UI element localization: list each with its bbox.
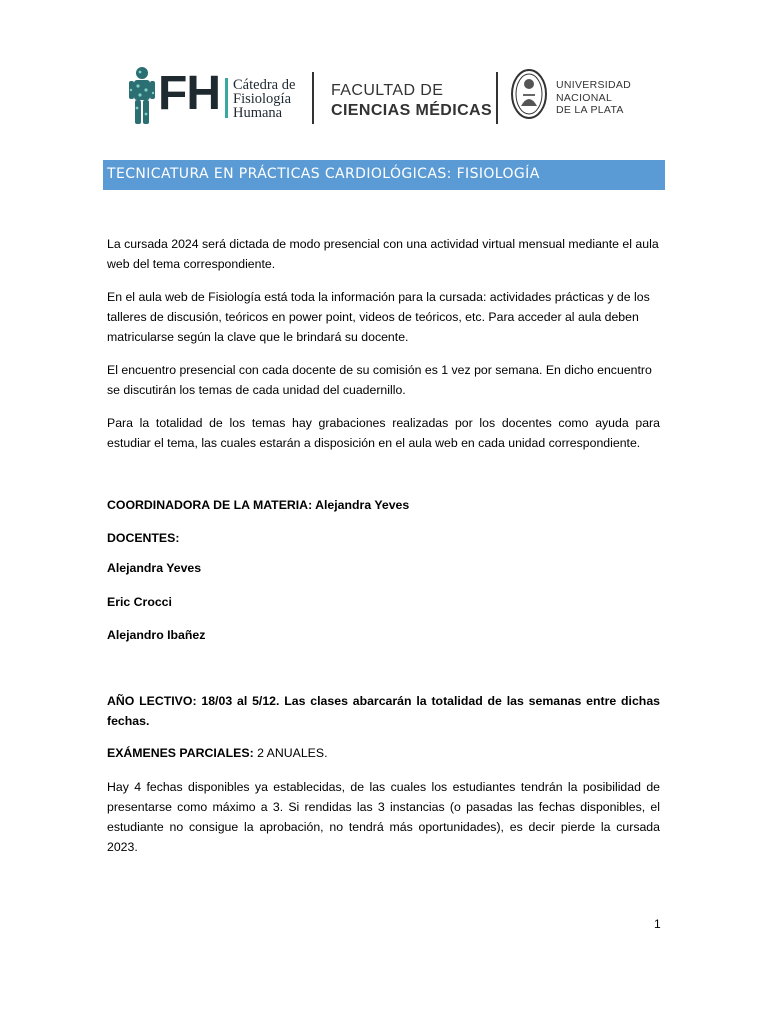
human-figure-icon [128, 66, 156, 126]
examenes-parciales [107, 743, 660, 763]
anio-lectivo: AÑO LECTIVO: 18/03 al 5/12. Las clases abarcarán la totalidad de las semanas entre dichas fechas. [107, 694, 660, 728]
university-logo-line2: NACIONAL [556, 91, 613, 104]
docentes-heading: DOCENTES: [107, 531, 180, 545]
paragraph-fechas: Hay 4 fechas disponibles ya establecidas, de las cuales los estudiantes tendrán la posibilidad de presentarse como máximo a 3. Si rendidas las 3 instancias (o pasadas las fechas disponibles, el estudiante no consigue la aprobación, no tendrá más oportunidades), es decir pierde la cursada 2023. [107, 780, 660, 854]
paragraph-encuentro: El encuentro presencial con cada docente de su comisión es 1 vez por semana. En dicho encuentro se discutirán los temas de cada unidad del cuadernillo. [107, 363, 652, 397]
examenes-label: EXÁMENES PARCIALES: [107, 746, 254, 760]
paragraph-cursada: La cursada 2024 será dictada de modo presencial con una actividad virtual mensual mediante el aula web del tema correspondiente. [107, 237, 659, 271]
docente-item: Eric Crocci [107, 595, 172, 609]
university-logo [556, 79, 631, 117]
fh-logo-line1: Cátedra de [233, 77, 296, 93]
page-number: 1 [654, 917, 661, 931]
fh-logo-line2: Fisiología [233, 91, 292, 107]
examenes-value: 2 ANUALES. [253, 746, 328, 760]
paragraph-aula-web: En el aula web de Fisiología está toda la información para la cursada: actividades prácticas y de los talleres de discusión, teóricos en power point, videos de teóricos, etc. Para acceder al aula deben matricularse según la clave que le brindará su docente. [107, 290, 650, 344]
docente-item: Alejandro Ibañez [107, 628, 206, 642]
header-logos [128, 64, 632, 128]
docente-item: Alejandra Yeves [107, 561, 202, 575]
faculty-logo-line1: FACULTAD DE [331, 82, 444, 99]
faculty-logo-line2: CIENCIAS MÉDICAS [331, 102, 493, 119]
fh-logo-letters: FH [158, 67, 220, 120]
fh-logo-line3: Humana [233, 105, 283, 121]
faculty-logo [331, 81, 492, 121]
university-logo-line1: UNIVERSIDAD [556, 79, 632, 91]
paragraph-grabaciones: Para la totalidad de los temas hay grabaciones realizadas por los docentes como ayuda para estudiar el tema, las cuales estarán a disposición en el aula web en cada unidad correspondiente. [107, 416, 660, 450]
fh-logo-subtitle [233, 78, 295, 120]
logo-divider [312, 72, 314, 124]
fh-logo-accent-bar [225, 78, 228, 118]
university-seal-icon [510, 68, 548, 120]
document-title: TECNICATURA EN PRÁCTICAS CARDIOLÓGICAS: FISIOLOGÍA [107, 166, 540, 182]
university-logo-line3: DE LA PLATA [556, 104, 624, 116]
logo-divider [496, 72, 498, 124]
coordinator-line: COORDINADORA DE LA MATERIA: Alejandra Yeves [107, 498, 410, 512]
title-band [103, 160, 665, 190]
